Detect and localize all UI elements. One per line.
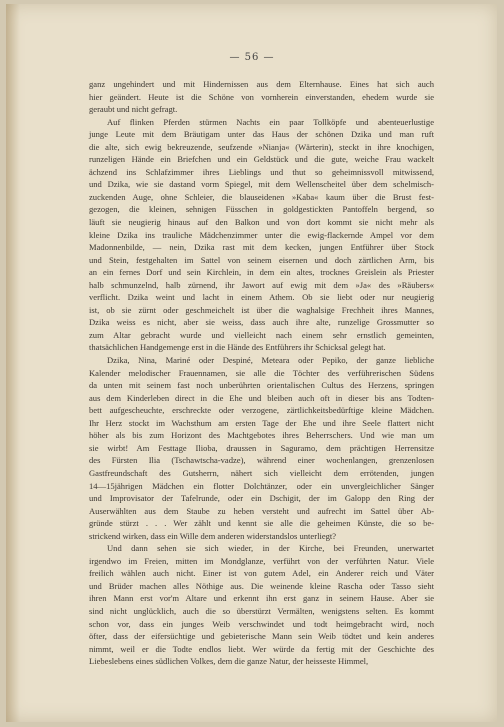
text-line: ganz ungehindert und mit Hindernissen aus dem Elternhause. Eines hat sich auch — [89, 79, 434, 89]
text-line: da unten mit seinem fast noch unberührten orientalischen Cultus des Herzens, springen — [89, 380, 434, 391]
text-line: die alte, sich ewig bekreuzende, seufzende »Nianja« (Wärterin), steckt in ihre knochigen, — [89, 141, 434, 152]
text-line: runzeligen Hände ein Briefchen und ein Geldstück und die gute, weiche Frau wackelt — [89, 154, 434, 165]
text-line: gezogen, die kleinen, sehnigen Füsschen in goldgestickten Pantoffeln bergend, so — [89, 204, 434, 215]
text-line: irgendwo im Freien, mitten im Mondglanze, verführt von der verführten Natur. Viele — [89, 555, 434, 566]
text-line: bett aufgescheuchte, erschreckte oder verzogene, zärtlichkeitsbedürftige kleine Mädchen. — [89, 405, 434, 416]
text-line: Auf flinken Pferden stürmen Nachts ein paar Tollköpfe und abenteuerlustige — [107, 116, 434, 127]
paragraph — [89, 542, 434, 667]
text-line: hier geändert. Heute ist die Schöne von vornherein einverstanden, ehedem wurde sie — [89, 91, 434, 102]
text-line: verflicht. Dzika weint und lacht in einem Athem. Ob sie liebt oder nur neugierig — [89, 292, 434, 303]
text-line: gründe stürzt . . . Wer zählt und kennt sie alle die geheimen Künste, die so be- — [89, 518, 434, 529]
text-line: Dzika weiss es nicht, aber sie weiss, dass auch ihre alte, runzelige Grossmutter so — [89, 317, 434, 328]
text-line: halb schmunzelnd, halb zürnend, ihr Jawort auf ewig mit dem »Ja« des »Räubers« — [89, 279, 434, 290]
text-line: zuckenden Auge, ohne Schleier, die blauseidenen »Kaba« kaum über die Brust fest- — [89, 191, 434, 202]
text-line: an ein fernes Dorf und sein Kirchlein, in dem ein altes, trocknes Greislein als Priester — [89, 267, 434, 278]
text-line: Ihr Herz stockt im Wachsthum am ersten Tage der Ehe und ihre Seele flattert nicht — [89, 417, 434, 428]
page-edge-stain — [6, 4, 20, 722]
text-line: nimmt, weil er die Todte endlos liebt. Wer würde da fertig mit der Geschichte des — [89, 643, 434, 654]
text-line: freilich wählen auch nicht. Einer ist von gutem Adel, ein Anderer reich und Väter — [89, 568, 434, 579]
text-line: strickend wirken, dass ein Wille dem anderen widerstandslos unterliegt? — [89, 530, 337, 541]
paragraph — [89, 116, 434, 354]
text-line: Madonnenbilde, — nein, Dzika rast mit dem kecken, jungen Entführer über Stock — [89, 242, 434, 253]
text-line: kleine Dzika ins trauliche Mädchenzimmer unter die ewig-flackernde Ampel vor dem — [89, 229, 434, 240]
text-line: Gastfreundschaft des Gutsherrn, nähert sich vielleicht dem errötenden, jungen — [89, 467, 434, 478]
text-line: schon vor, dass ein junges Weib verschwindet und todt heimgebracht wird, noch — [89, 618, 434, 629]
body-text — [89, 78, 434, 668]
text-line: aus dem Kinderleben direct in die Ehe und bleiben auch oft in dieser bis ans Todten- — [89, 392, 434, 403]
text-line: öfter, dass der eifersüchtige und gebieterische Mann sein Weib tödtet und kein anderes — [89, 631, 434, 642]
page-number: — 56 — — [229, 52, 275, 63]
text-line: ist, ob sie zürnt oder geschmeichelt ist über die waghalsige Frechheit ihres Mannes, — [89, 304, 434, 315]
text-line: ihren Mann erst vor'm Altare und erkennt ihn erst ganz in seinem Hause. Aber sie — [89, 593, 434, 604]
text-line: Auserwählten aus dem Staube zu heben versteht und aufrecht im Sattel über Ab- — [89, 505, 434, 516]
text-line: Liebeslebens eines südlichen Volkes, dem die ganze Natur, der heisseste Himmel, — [89, 656, 369, 667]
text-line: ächzend ins Schlafzimmer ihres Lieblings und thut so geheimnissvoll mitwissend, — [89, 166, 434, 177]
text-line: und Dzika, wie sie dastand vorm Spiegel, mit dem Wellenscheitel über dem schelmisch- — [89, 179, 434, 190]
text-line: geraubt und nicht gefragt. — [89, 104, 178, 115]
text-line: des Fürsten Ilia (Tschawtscha-vadze), während einer wochenlangen, grenzenlosen — [89, 455, 434, 466]
text-line: Dzika, Nina, Mariné oder Despiné, Meteara oder Pepiko, der ganze liebliche — [107, 355, 434, 366]
paragraph — [89, 78, 434, 116]
paragraph — [89, 354, 434, 542]
text-line: und Improvisator der Tafelrunde, oder ein Dschigit, der im Galopp den Ring der — [89, 493, 434, 504]
text-line: läuft sie neugierig hinaus auf den Balkon und von dort kommt sie nicht mehr als — [89, 217, 434, 228]
text-line: Kalender melodischer Frauennamen, sie alle die Töchter des verführerischen Südens — [89, 367, 434, 378]
text-line: und Stein, festgehalten im Sattel von seinem eisernen und doch zärtlichen Arm, bis — [89, 254, 434, 265]
text-line: höher als bis zum Horizont des Machtgebotes ihres Beherrschers. Und wie man um — [89, 430, 434, 441]
text-line: thatsächlichen Handgemenge erst in die Hände des Entführers ihr Schicksal gelegt hat. — [89, 342, 386, 353]
text-line: junge Leute mit dem Bräutigam unter das Haus der schönen Dzika und man ruft — [89, 129, 434, 140]
text-line: zum Altar gebracht wurde und vielleicht nach einem sehr ernstlich gemeinten, — [89, 329, 434, 340]
text-line: Und dann sehen sie sich wieder, in der Kirche, bei Freunden, unerwartet — [107, 543, 434, 554]
text-line: sie wirbt! Am Festtage Ilioba, draussen in Saguramo, dem prächtigen Herrensitze — [89, 442, 434, 453]
text-line: und Brüder machen alles Nöthige aus. Die weinende kleine Rascha oder Tasso sieht — [89, 580, 434, 591]
text-line: sind nicht unglücklich, auch die so überstürzt Vermälten, wenigstens selten. Es kommt — [89, 605, 434, 616]
text-line: 14—15jährigen Mädchen ein flotter Dolchtänzer, oder ein unvergleichlicher Sänger — [89, 480, 434, 491]
